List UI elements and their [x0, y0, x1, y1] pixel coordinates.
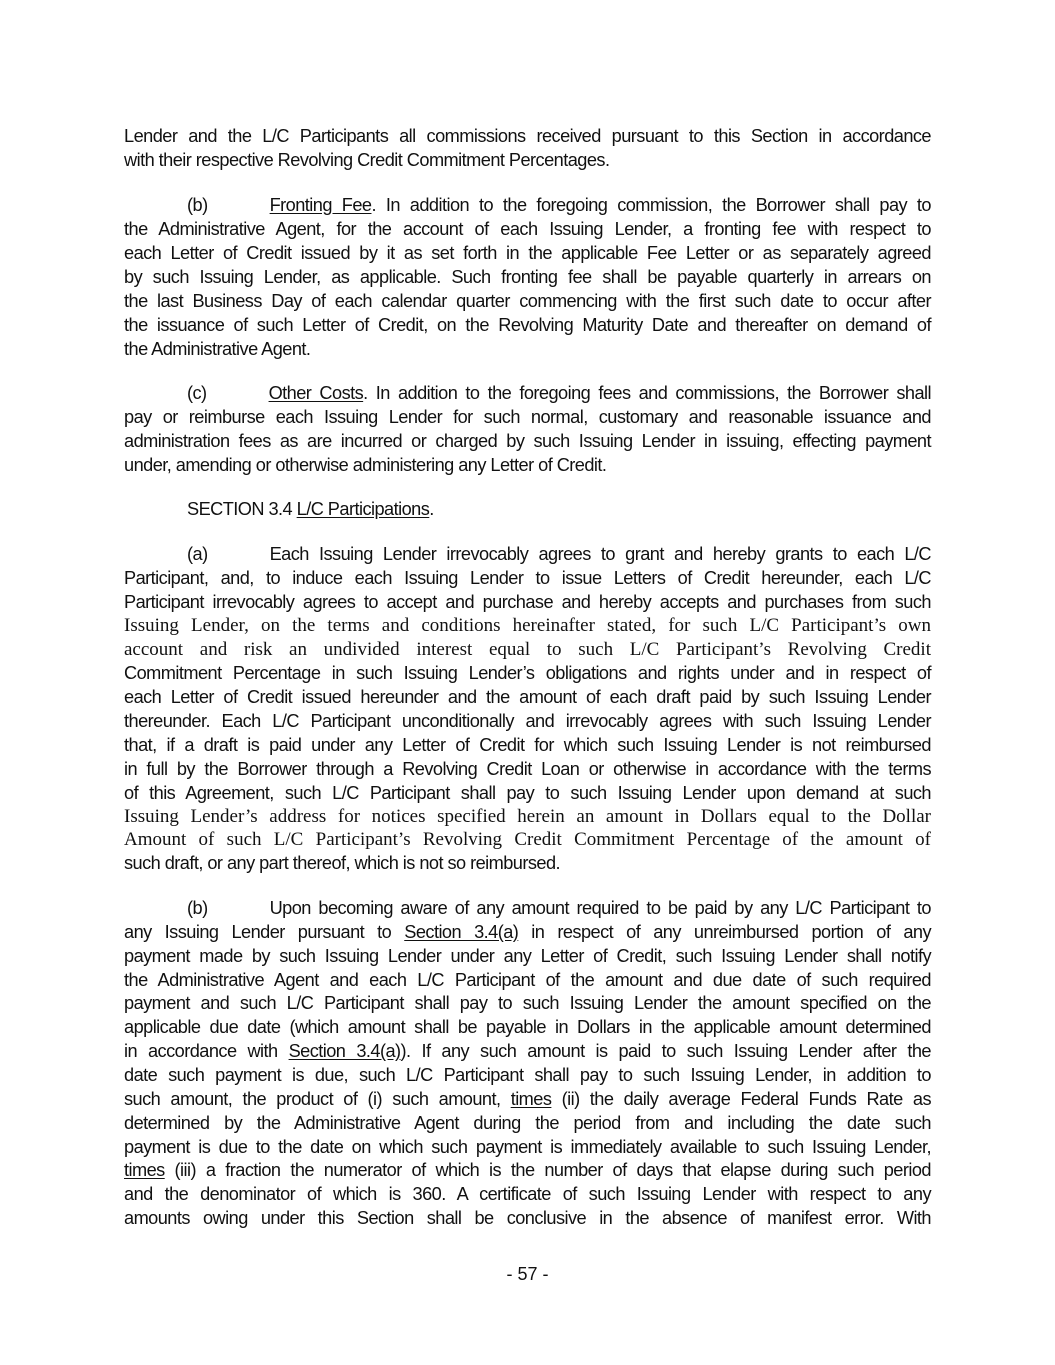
heading-fronting-fee: Fronting Fee	[269, 195, 372, 215]
text-line: pay or reimburse each Issuing Lender for such normal, customary and reasonable issuance and	[124, 407, 931, 427]
text-line: payment and such L/C Participant shall pay to such Issuing Lender the amount specified on the	[124, 993, 931, 1013]
text-line: each Letter of Credit issued by it as set forth in the applicable Fee Letter or as separately agreed	[124, 243, 931, 263]
text-line: the issuance of such Letter of Credit, on the Revolving Maturity Date and thereafter on demand of	[124, 315, 931, 335]
text-line	[124, 1087, 931, 1111]
text-line: Participant, and, to induce each Issuing Lender to issue Letters of Credit hereunder, each L/C	[124, 568, 931, 588]
text-run: . In addition to the foregoing commission, the Borrower shall pay to	[371, 195, 931, 215]
text-line: Amount of such L/C Participant’s Revolving Credit Commitment Percentage of the amount of	[124, 829, 931, 850]
section-title: L/C Participations	[296, 499, 430, 519]
text-line: account and risk an undivided interest equal to such L/C Participant’s Revolving Credit	[124, 639, 931, 660]
cross-reference-section-3-4-a: Section 3.4(a)	[288, 1041, 401, 1061]
text-run: any Issuing Lender pursuant to	[124, 922, 405, 942]
text-line: by such Issuing Lender, as applicable. Such fronting fee shall be payable quarterly in arrears on	[124, 267, 931, 287]
text-line: each Letter of Credit issued hereunder and the amount of each draft paid by such Issuing Lender	[124, 687, 931, 707]
text-line	[124, 920, 931, 944]
text-line: the Administrative Agent, for the account of each Issuing Lender, a fronting fee with respect to	[124, 219, 931, 239]
paragraph-3-4-a-first-line	[187, 542, 931, 566]
text-line	[124, 1039, 931, 1063]
paragraph-3-3-c-first-line	[187, 381, 931, 405]
text-line: Commitment Percentage in such Issuing Lender’s obligations and rights under and in respect of	[124, 663, 931, 683]
text-line: the last Business Day of each calendar quarter commencing with the first such date to occur after	[124, 291, 931, 311]
text-line: and the denominator of which is 360. A certificate of such Issuing Lender with respect to any	[124, 1184, 931, 1204]
cross-reference-section-3-4-a: Section 3.4(a)	[404, 922, 519, 942]
text-line: the Administrative Agent and each L/C Participant of the amount and due date of such required	[124, 970, 931, 990]
emphasis-times: times	[510, 1089, 552, 1109]
heading-other-costs: Other Costs	[268, 383, 364, 403]
text-line: payment is due to the date on which such payment is immediately available to such Issuing Lender,	[124, 1137, 931, 1157]
text-line: payment made by such Issuing Lender under any Letter of Credit, such Issuing Lender shall notify	[124, 946, 931, 966]
text-line: applicable due date (which amount shall be payable in Dollars in the applicable amount determined	[124, 1017, 931, 1037]
text-run: ). If any such amount is paid to such Issuing Lender after the	[400, 1041, 931, 1061]
text-run: in accordance with	[124, 1041, 289, 1061]
text-run: in respect of any unreimbursed portion of any	[518, 922, 931, 942]
text-run: Each Issuing Lender irrevocably agrees to grant and hereby grants to each L/C	[269, 544, 931, 564]
paragraph-label: (a)	[187, 544, 208, 564]
text-line: the Administrative Agent.	[124, 339, 311, 359]
text-line: of this Agreement, such L/C Participant shall pay to such Issuing Lender upon demand at such	[124, 783, 931, 803]
paragraph-3-3-b-first-line	[187, 193, 931, 217]
text-line: Lender and the L/C Participants all commissions received pursuant to this Section in accordance	[124, 126, 931, 146]
paragraph-3-4-b-first-line	[187, 896, 931, 920]
text-line: that, if a draft is paid under any Letter of Credit for which such Issuing Lender is not reimbursed	[124, 735, 931, 755]
text-run: (ii) the daily average Federal Funds Rate as	[551, 1089, 931, 1109]
text-line: under, amending or otherwise administering any Letter of Credit.	[124, 455, 607, 475]
text-line: date such payment is due, such L/C Participant shall pay to such Issuing Lender, in addition to	[124, 1065, 931, 1085]
text-line: with their respective Revolving Credit Commitment Percentages.	[124, 150, 610, 170]
text-run: . In addition to the foregoing fees and commissions, the Borrower shall	[363, 383, 931, 403]
text-run: such amount, the product of (i) such amount,	[124, 1089, 511, 1109]
text-line	[124, 1158, 931, 1182]
paragraph-label: (b)	[187, 195, 208, 215]
page-number: - 57 -	[506, 1264, 549, 1284]
text-line: amounts owing under this Section shall be conclusive in the absence of manifest error. With	[124, 1208, 931, 1228]
section-number: SECTION 3.4	[187, 499, 297, 519]
paragraph-label: (b)	[187, 898, 208, 918]
emphasis-times: times	[124, 1160, 165, 1180]
text-line: administration fees as are incurred or charged by such Issuing Lender in issuing, effecting payment	[124, 431, 931, 451]
section-heading-3-4	[187, 497, 931, 521]
text-line: in full by the Borrower through a Revolving Credit Loan or otherwise in accordance with the terms	[124, 759, 931, 779]
text-line: determined by the Administrative Agent during the period from and including the date such	[124, 1113, 931, 1133]
text-line: such draft, or any part thereof, which is not so reimbursed.	[124, 853, 561, 873]
text-line: Issuing Lender’s address for notices specified herein an amount in Dollars equal to the Dollar	[124, 806, 931, 827]
text-line: thereunder. Each L/C Participant unconditionally and irrevocably agrees with such Issuing Lender	[124, 711, 931, 731]
text-line: Issuing Lender, on the terms and conditions hereinafter stated, for such L/C Participant’s own	[124, 615, 931, 636]
text-run: (iii) a fraction the numerator of which is the number of days that elapse during such period	[164, 1160, 931, 1180]
section-title-period: .	[429, 499, 434, 519]
paragraph-label: (c)	[187, 383, 207, 403]
text-run: Upon becoming aware of any amount required to be paid by any L/C Participant to	[269, 898, 931, 918]
text-line: Participant irrevocably agrees to accept and purchase and hereby accepts and purchases from such	[124, 592, 931, 612]
